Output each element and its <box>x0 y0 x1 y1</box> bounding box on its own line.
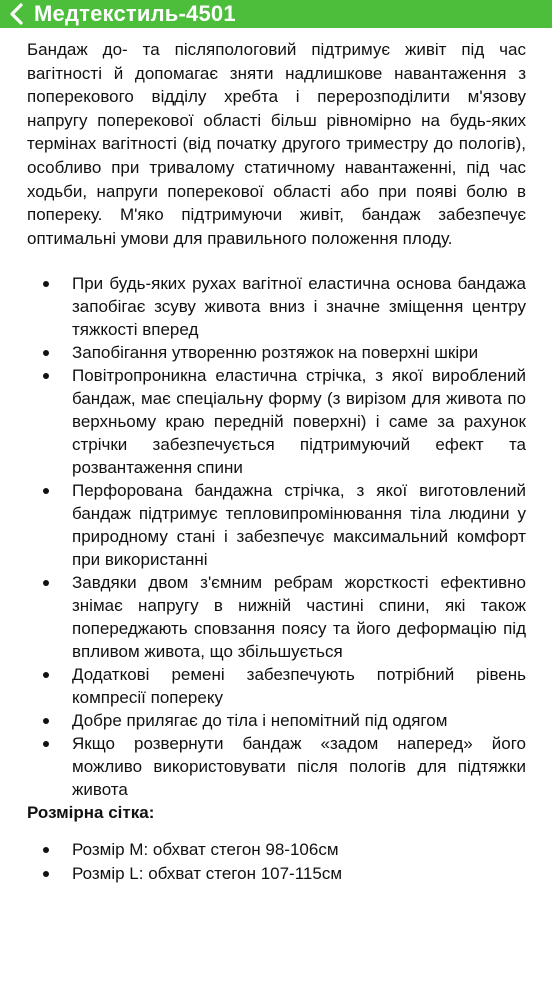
feature-item <box>27 341 526 364</box>
feature-text: Повітропроникна еластична стрічка, з якої вироблений бандаж, має спеціальну форму (з вирізом для живота по верхньому краю передній поверхні) і саме за рахунок стрічки забезпечується підтримуючий ефект та розвантаження спини <box>72 366 526 478</box>
feature-text: Завдяки двом з'ємним ребрам жорсткості ефективно знімає напругу в нижній частині спини, які також попереджають сповзання поясу та його деформацію під впливом живота, що збільшується <box>72 573 526 662</box>
bullet-icon <box>43 718 49 724</box>
features-list <box>27 272 526 801</box>
feature-item <box>27 732 526 801</box>
bullet-icon <box>43 580 49 586</box>
size-list <box>27 838 526 886</box>
product-description <box>27 38 526 886</box>
top-bar <box>0 0 552 28</box>
bullet-icon <box>43 871 49 877</box>
feature-text: Якщо розвернути бандаж «задом наперед» його можливо використовувати після пологів для підтяжки живота <box>72 734 526 800</box>
feature-text: При будь-яких рухах вагітної еластична основа бандажа запобігає зсуву живота вниз і значне зміщення центру тяжкості вперед <box>72 274 526 340</box>
bullet-icon <box>43 350 49 356</box>
size-text: Розмір L: обхват стегон 107-115см <box>72 864 343 884</box>
feature-text: Додаткові ремені забезпечують потрібний рівень компресії попереку <box>72 665 526 708</box>
bullet-icon <box>43 847 49 853</box>
bullet-icon <box>43 373 49 379</box>
bullet-icon <box>43 672 49 678</box>
size-item <box>27 862 526 886</box>
size-item <box>27 838 526 862</box>
bullet-icon <box>43 488 49 494</box>
description-text: Бандаж до- та післяпологовий підтримує живіт під час вагітності й допомагає зняти надлишкове навантаження з поперекового відділу хребта і перерозподілити м'язову напругу поперекової області більш рівномірно на будь-яких термінах вагітності (від початку другого триместру до пологів), особливо при тривалому статичному навантаженні, під час ходьби, напруги поперекової області або при появі болю в попереку. М'яко підтримуючи живіт, бандаж забезпечує оптимальні умови для правильного положення плоду. <box>27 40 526 248</box>
bullet-icon <box>43 741 49 747</box>
size-text: Розмір M: обхват стегон 98-106см <box>72 840 339 860</box>
feature-text: Добре прилягає до тіла і непомітний під одягом <box>72 711 448 731</box>
feature-item <box>27 479 526 571</box>
page-title: Медтекстиль-4501 <box>34 1 236 26</box>
feature-item <box>27 272 526 341</box>
size-chart-heading: Розмірна сітка: <box>27 803 155 823</box>
feature-item <box>27 663 526 709</box>
feature-item <box>27 571 526 663</box>
feature-item <box>27 709 526 732</box>
bullet-icon <box>43 281 49 287</box>
feature-text: Перфорована бандажна стрічка, з якої виготовлений бандаж підтримує тепловипромінювання тіла людини у природному стані і забезпечує максимальний комфорт при використанні <box>72 481 526 570</box>
feature-item <box>27 364 526 479</box>
feature-text: Запобігання утворенню розтяжок на поверхні шкіри <box>72 343 479 363</box>
chevron-left-icon <box>9 3 25 25</box>
back-button[interactable] <box>0 0 34 28</box>
